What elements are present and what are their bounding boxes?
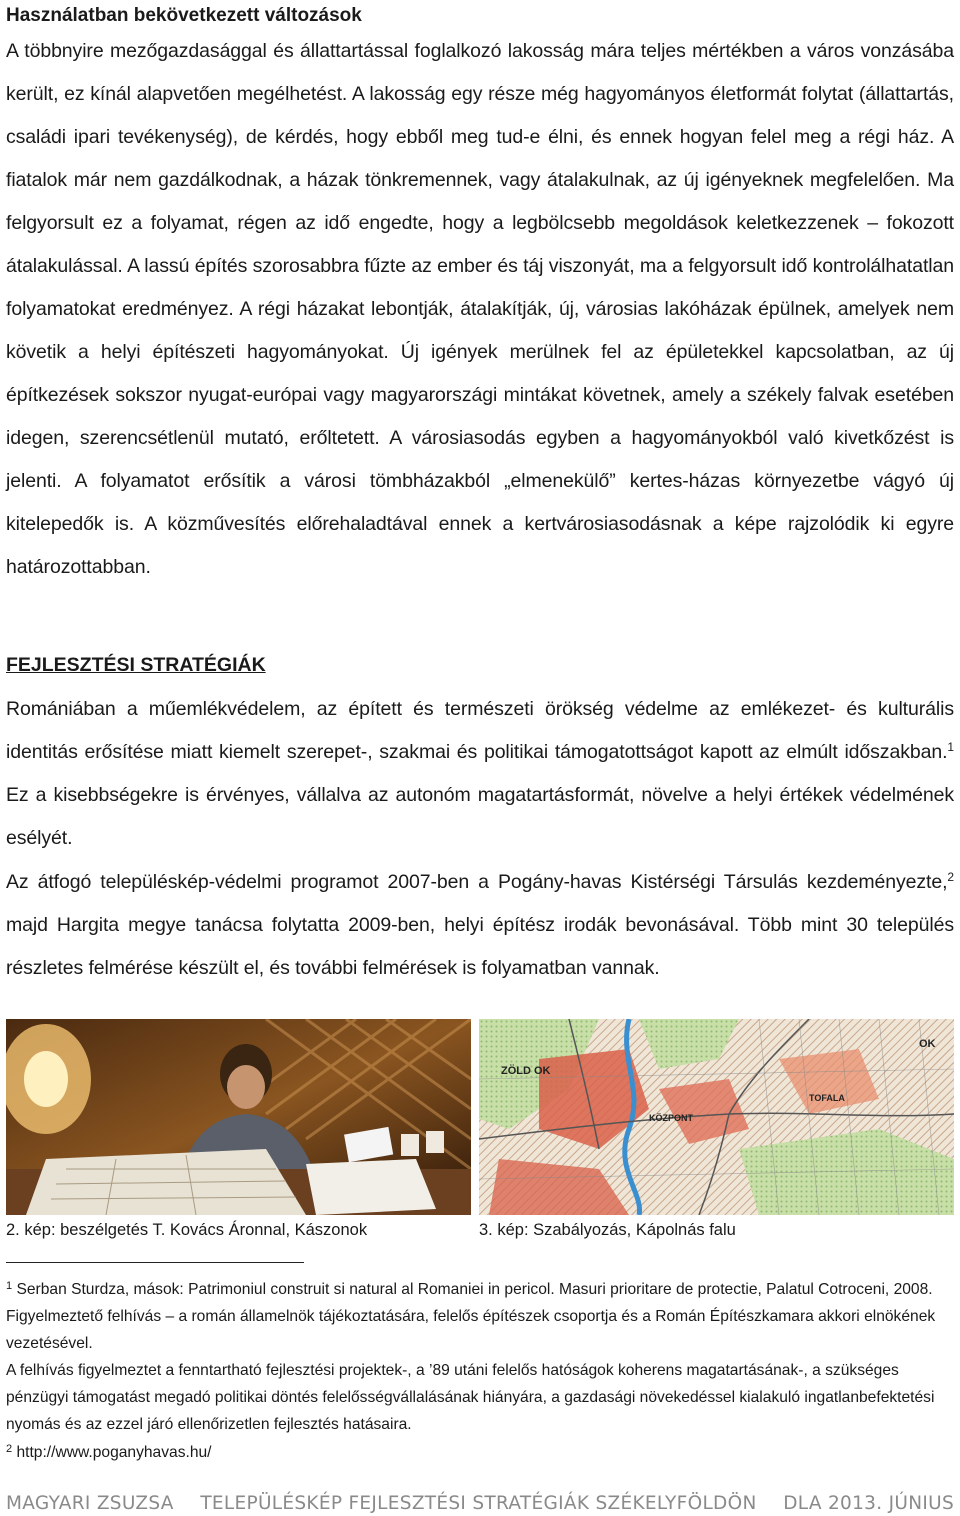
section-title: Használatban bekövetkezett változások xyxy=(6,5,362,26)
footer-date: DLA 2013. JÚNIUS xyxy=(783,1493,954,1514)
map-label: TOFALA xyxy=(809,1093,845,1103)
footnote-ref-1[interactable]: 1 xyxy=(947,740,954,754)
paragraph-text: majd Hargita megye tanácsa folytatta 2009-ben, helyi építész irodák bevonásával. Több mint 30 település részletes felmérése készült el, és további felmérések is folyamatban vannak. xyxy=(6,914,954,979)
page-footer xyxy=(6,1492,954,1516)
footnote-number: 2 xyxy=(6,1443,13,1455)
footnote-1 xyxy=(6,1276,954,1357)
footnote-text: Serban Sturdza, mások: Patrimoniul construit si natural al Romaniei in pericol. Masuri prioritare de protectie, Palatul Cotroceni, 2008. Figyelmeztető felhívás – a román államelnök tájékoztatására, felelős építészek csoportja és a Román Építészkamara akkori elnökének vezetésével. xyxy=(6,1281,936,1352)
map-label: KÖZPONT xyxy=(649,1113,693,1123)
footnote-1-continued: A felhívás figyelmeztet a fenntartható fejlesztési projektek-, a ’89 utáni felelős hatóságok koherens magatartásának-, a szükséges pénzügyi támogatást megadó politikai döntés felelősségvállalásának hiányára, a gazdasági növekedéssel kialakuló ingatlanbefektetési nyomás és az ezzel járó ellenőrizetlen fejlesztés hatásaira. xyxy=(6,1362,935,1433)
map-caption: 3. kép: Szabályozás, Kápolnás falu xyxy=(479,1221,736,1239)
heading-development-strategies: FEJLESZTÉSI STRATÉGIÁK xyxy=(6,654,266,676)
photo-caption: 2. kép: beszélgetés T. Kovács Áronnal, Kászonok xyxy=(6,1221,368,1239)
paragraph-text: Az átfogó településkép-védelmi programot 2007-ben a Pogány-havas Kistérségi Társulás kezdeményezte, xyxy=(6,871,948,893)
footer-title: TELEPÜLÉSKÉP FEJLESZTÉSI STRATÉGIÁK SZÉKELYFÖLDÖN xyxy=(200,1493,757,1514)
footnote-separator xyxy=(6,1262,304,1263)
map-label: ZÖLD OK xyxy=(501,1065,551,1077)
map-regulation xyxy=(479,1019,954,1215)
paragraph-romania-heritage xyxy=(6,688,954,860)
map-label: OK xyxy=(919,1038,936,1050)
footnote-number: 1 xyxy=(6,1280,13,1292)
paragraph-text: Romániában a műemlékvédelem, az épített és természeti örökség védelme az emlékezet- és kulturális identitás erősítése miatt kiemelt szerepet-, szakmai és politikai támogatottságot kapott az elmúlt időszakban. xyxy=(6,698,954,763)
photo-conversation xyxy=(6,1019,471,1215)
footnote-2 xyxy=(6,1439,954,1466)
footnote-link[interactable]: http://www.poganyhavas.hu/ xyxy=(12,1444,212,1461)
paragraph-usage-changes: A többnyire mezőgazdasággal és állattartással foglalkozó lakosság mára teljes mértékben a város vonzásába került, ez kínál alapvetően megélhetést. A lakosság egy része még hagyományos életformát folytat (állattartás, családi ipari tevékenység), de kérdés, hogy ebből meg tud-e élni, és ennek hogyan felel meg a régi ház. A fiatalok már nem gazdálkodnak, a házak tönkremennek, vagy átalakulnak, az új igényeknek megfelelően. Ma felgyorsult ez a folyamat, régen az idő engedte, hogy a legbölcsebb megoldások keletkezzenek – fokozott átalakulással. A lassú építés szorosabbra fűzte az ember és táj viszonyát, ma a felgyorsult idő kontrolálhatatlan folyamatokat eredményez. A régi házakat lebontják, átalakítják, új, városias lakóházak épülnek, amelyek nem követik a helyi építészeti hagyományokat. Új igények merülnek fel az épületekkel kapcsolatban, az új építkezések sokszor nyugat-európai vagy magyarországi mintákat követnek, amely a székely falvak esetében idegen, szerencsétlenül mutató, erőltetett. A városiasodás egyben a hagyományokból való kivetkőzést is jelenti. A folyamatot erősítik a városi tömbházakból „elmenekülő” kertes-házas környezetbe vágyó új kitelepedők is. A közművesítés előrehaladtával ennek a kertvárosiasodásnak a képe rajzolódik ki egyre határozottabban. xyxy=(6,40,954,578)
paragraph-text: Ez a kisebbségekre is érvényes, vállalva az autonóm magatartásformát, növelve a helyi értékek védelmének esélyét. xyxy=(6,784,954,849)
footer-author: MAGYARI ZSUZSA xyxy=(6,1493,174,1514)
paragraph-program xyxy=(6,861,954,990)
footnote-ref-2[interactable]: 2 xyxy=(947,870,954,884)
